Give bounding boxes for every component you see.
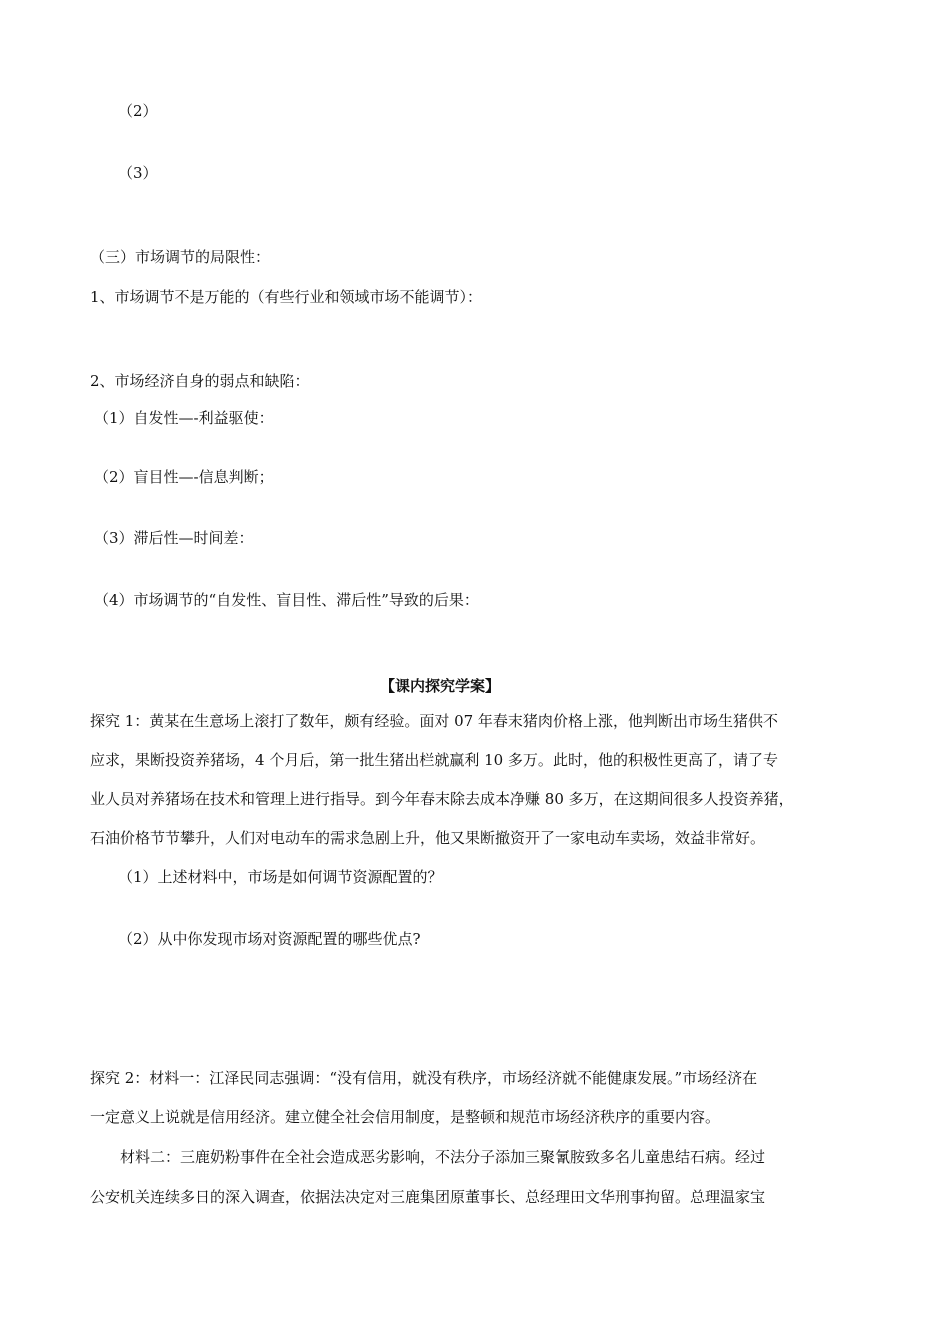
explore2-line-2: 一定意义上说就是信用经济。建立健全社会信用制度，是整顿和规范市场经济秩序的重要内容。: [90, 1108, 721, 1126]
weakness-lag: （3）滞后性—时间差：: [94, 529, 254, 547]
study-case-heading: 【课内探究学案】: [380, 677, 501, 695]
limitation-point-1: 1、市场调节不是万能的（有些行业和领域市场不能调节）：: [90, 288, 483, 306]
explore1-line-1: 探究 1：黄某在生意场上滚打了数年，颇有经验。面对 07 年春末猪肉价格上涨，他判断出市场生猪供不: [90, 712, 778, 730]
explore2-line-4: 公安机关连续多日的深入调查，依据法决定对三鹿集团原董事长、总经理田文华刑事拘留。总理温家宝: [90, 1188, 766, 1206]
sub-item-3: （3）: [118, 164, 158, 182]
sub-item-2: （2）: [118, 102, 158, 120]
explore2-line-3: 材料二：三鹿奶粉事件在全社会造成恶劣影响，不法分子添加三聚氰胺致多名儿童患结石病。经过: [120, 1148, 766, 1166]
weakness-blindness: （2）盲目性—-信息判断；: [94, 468, 274, 486]
explore1-line-2: 应求，果断投资养猪场，4 个月后，第一批生猪出栏就赢利 10 多万。此时，他的积极性更高了，请了专: [90, 751, 778, 769]
explore1-line-3: 业人员对养猪场在技术和管理上进行指导。到今年春末除去成本净赚 80 多万，在这期间很多人投资养猪，: [90, 790, 794, 808]
section-title-limitations: （三）市场调节的局限性：: [90, 248, 271, 266]
explore1-line-4: 石油价格节节攀升，人们对电动车的需求急剧上升，他又果断撤资开了一家电动车卖场，效益非常好。: [90, 829, 766, 847]
explore1-question-1: （1）上述材料中，市场是如何调节资源配置的？: [118, 868, 443, 886]
weakness-spontaneity: （1）自发性—-利益驱使：: [94, 409, 274, 427]
weakness-consequences: （4）市场调节的“自发性、盲目性、滞后性”导致的后果：: [94, 591, 479, 609]
explore2-line-1: 探究 2：材料一：江泽民同志强调：“没有信用，就没有秩序，市场经济就不能健康发展。”市场经济在: [90, 1069, 758, 1087]
limitation-point-2: 2、市场经济自身的弱点和缺陷：: [90, 372, 310, 390]
explore1-question-2: （2）从中你发现市场对资源配置的哪些优点?: [118, 930, 421, 948]
